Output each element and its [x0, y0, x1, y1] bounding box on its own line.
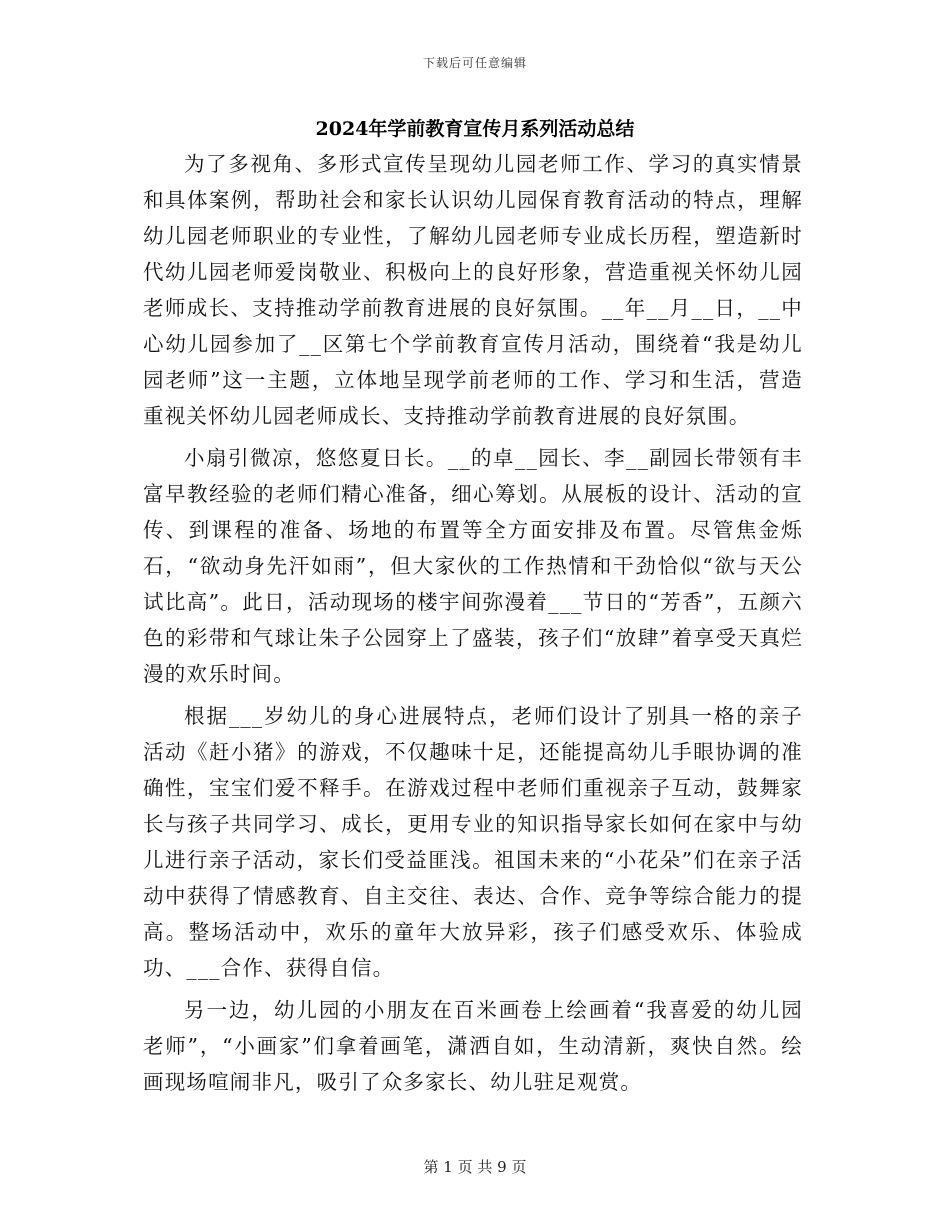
- header-note: 下载后可任意编辑: [422, 56, 527, 70]
- paragraph-4: 另一边，幼儿园的小朋友在百米画卷上绘画着“我喜爱的幼儿园老师”，“小画家”们拿着画笔，潇洒自如，生动清新，爽快自然。绘画现场喧闹非凡，吸引了众多家长、幼儿驻足观赏。: [143, 998, 803, 1094]
- paragraph-3: 根据___岁幼儿的身心进展特点，老师们设计了别具一格的亲子活动《赶小猪》的游戏，不仅趣味十足，还能提高幼儿手眼协调的准确性，宝宝们爱不释手。在游戏过程中老师们重视亲子互动，鼓舞家长与孩子共同学习、成长，更用专业的知识指导家长如何在家中与幼儿进行亲子活动，家长们受益匪浅。祖国未来的“小花朵”们在亲子活动中获得了情感教育、自主交往、表达、合作、竞争等综合能力的提高。整场活动中，欢乐的童年大放异彩，孩子们感受欢乐、体验成功、___合作、获得自信。: [143, 704, 803, 980]
- page-number: 第 1 页 共 9 页: [423, 1158, 527, 1176]
- document-title: 2024年学前教育宣传月系列活动总结: [315, 118, 635, 140]
- paragraph-1: 为了多视角、多形式宣传呈现幼儿园老师工作、学习的真实情景和具体案例，帮助社会和家长认识幼儿园保育教育活动的特点，理解幼儿园老师职业的专业性，了解幼儿园老师专业成长历程，塑造新时代幼儿园老师爱岗敬业、积极向上的良好形象，营造重视关怀幼儿园老师成长、支持推动学前教育进展的良好氛围。__年__月__日，__中心幼儿园参加了__区第七个学前教育宣传月活动，围绕着“我是幼儿园老师”这一主题，立体地呈现学前老师的工作、学习和生活，营造重视关怀幼儿园老师成长、支持推动学前教育进展的良好氛围。: [143, 152, 803, 428]
- paragraph-2: 小扇引微凉，悠悠夏日长。__的卓__园长、李__副园长带领有丰富早教经验的老师们精心准备，细心筹划。从展板的设计、活动的宣传、到课程的准备、场地的布置等全方面安排及布置。尽管焦金烁石，“欲动身先汗如雨”，但大家伙的工作热情和干劲恰似“欲与天公试比高”。此日，活动现场的楼宇间弥漫着___节日的“芳香”，五颜六色的彩带和气球让朱子公园穿上了盛装，孩子们“放肆”着享受天真烂漫的欢乐时间。: [143, 446, 803, 686]
- document-body: [143, 146, 803, 1106]
